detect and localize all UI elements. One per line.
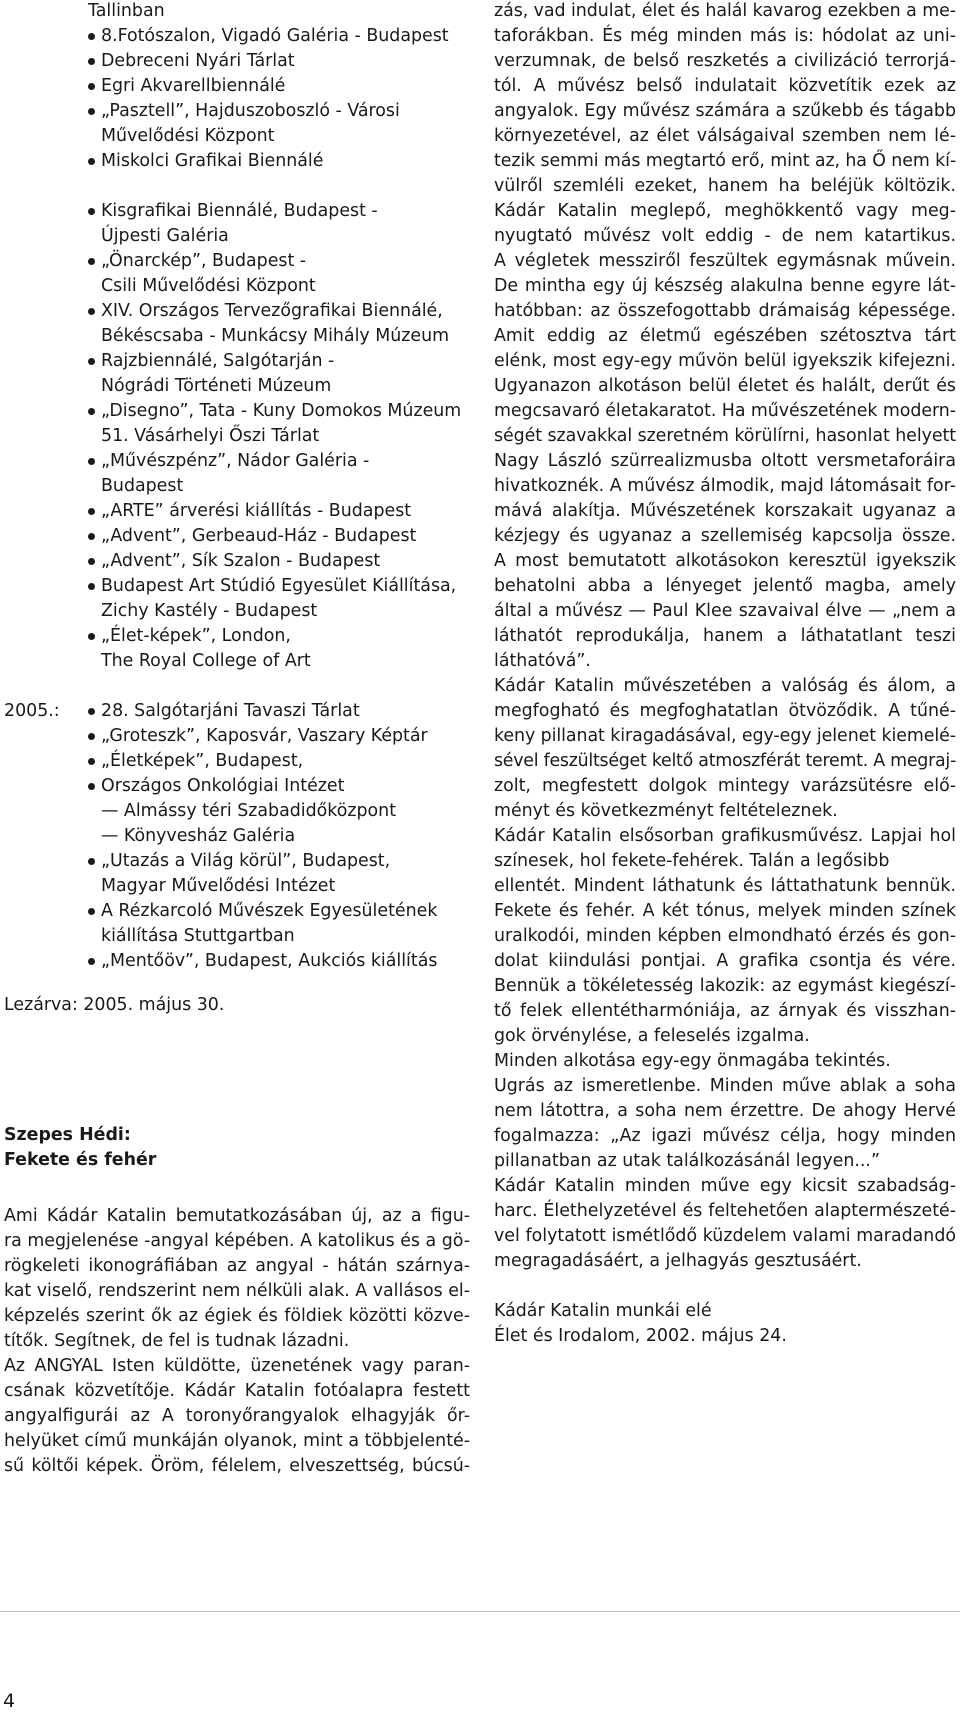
text-line: mává alakítja. Művészetének korszakait ugyanaz a xyxy=(494,501,956,521)
text-line: kiállítása Stuttgartban xyxy=(101,926,295,946)
text-line: Budapest xyxy=(101,476,184,496)
list-item: „Művészpénz”, Nádor Galéria - xyxy=(101,448,369,474)
text-line: tezik semmi más megtartó erő, mint az, ha Ő nem kí- xyxy=(494,151,956,171)
text-line: zás, vad indulat, élet és halál kavarog ezekben a me- xyxy=(494,1,956,21)
list-item: Országos Onkológiai Intézet xyxy=(101,773,344,799)
text-line: Újpesti Galéria xyxy=(101,226,229,246)
text-line: 2005.: xyxy=(4,701,60,721)
list-item: „Pasztell”, Hajduszoboszló - Városi xyxy=(101,98,400,124)
text-line: Békéscsaba - Munkácsy Mihály Múzeum xyxy=(101,326,450,346)
list-item: „ARTE” árverési kiállítás - Budapest xyxy=(101,498,411,524)
text-line: pillanatban az utak találkozásánál legyen...” xyxy=(494,1151,880,1171)
text-line: gok örvénylése, a feleselés izgalma. xyxy=(494,1026,810,1046)
page-number: 4 xyxy=(3,1690,16,1712)
text-line: uralkodói, minden képben elmondható érzés és gon- xyxy=(494,926,956,946)
text-line: Zichy Kastély - Budapest xyxy=(101,601,318,621)
list-item: 28. Salgótarjáni Tavaszi Tárlat xyxy=(101,698,360,724)
list-item: Debreceni Nyári Tárlat xyxy=(101,48,295,74)
text-line: Csili Művelődési Központ xyxy=(101,276,316,296)
text-line: sű költői képek. Öröm, félelem, elveszettség, búcsú- xyxy=(4,1456,470,1476)
text-line: hatóbban: az összefogottabb drámaiság képessége. xyxy=(494,301,956,321)
list-item: „Advent”, Gerbeaud-Ház - Budapest xyxy=(101,523,416,549)
list-item: „Mentőöv”, Budapest, Aukciós kiállítás xyxy=(101,948,437,974)
text-line: sével feszültséget keltő atmoszférát teremt. A megraj- xyxy=(494,751,956,771)
text-line: títők. Segítnek, de fel is tudnak lázadni. xyxy=(4,1331,350,1351)
text-line: Az ANGYAL Isten küldötte, üzenetének vagy paran- xyxy=(4,1356,470,1376)
list-item: „Advent”, Sík Szalon - Budapest xyxy=(101,548,380,574)
text-line: csának közvetítője. Kádár Katalin fotóalapra festett xyxy=(4,1381,470,1401)
text-line: 51. Vásárhelyi Őszi Tárlat xyxy=(101,426,320,446)
list-item: A Rézkarcoló Művészek Egyesületének xyxy=(101,898,437,924)
text-line: ségét szavakkal szeretném körülírni, hasonlat helyett xyxy=(494,426,956,446)
text-line: behatolni abba a lényeget jelentő magba, amely xyxy=(494,576,956,596)
text-line: Fekete és fehér xyxy=(4,1150,157,1170)
text-line: által a művész — Paul Klee szavaival élve — „nem a xyxy=(494,601,956,621)
list-item: „Groteszk”, Kaposvár, Vaszary Képtár xyxy=(101,723,428,749)
list-item: 8.Fotószalon, Vigadó Galéria - Budapest xyxy=(101,23,449,49)
text-line: Ugrás az ismeretlenbe. Minden műve ablak a soha xyxy=(494,1076,956,1096)
list-item: Budapest Art Stúdió Egyesület Kiállítása, xyxy=(101,573,456,599)
text-line: Szepes Hédi: xyxy=(4,1125,131,1145)
text-line: harc. Élethelyzetével és feltehetően alaptermészeté- xyxy=(494,1201,956,1221)
text-line: vülről szemléli ezeket, hanem ha beléjük költözik. xyxy=(494,176,956,196)
text-line: környezetével, az élet válságaival szemben nem lé- xyxy=(494,126,956,146)
footer-divider xyxy=(0,1611,960,1612)
text-line: Tallinban xyxy=(88,1,165,21)
text-line: angyalok. Egy művész számára a szűkebb és tágabb xyxy=(494,101,956,121)
text-line: — Könyvesház Galéria xyxy=(101,826,296,846)
text-line: dolat kiindulási pontjai. A grafika csontja és vére. xyxy=(494,951,956,971)
text-line: nyugtató művész volt eddig - de nem katartikus. xyxy=(494,226,956,246)
text-line: színesek, hol fekete-fehérek. Talán a legősibb xyxy=(494,851,890,871)
list-item: Miskolci Grafikai Biennálé xyxy=(101,148,323,174)
text-line: Kádár Katalin művészetében a valóság és álom, a xyxy=(494,676,956,696)
text-line: láthatóvá”. xyxy=(494,651,591,671)
text-line: A végletek messziről feszültek egymásnak művein. xyxy=(494,251,956,271)
text-line: — Almássy téri Szabadidőközpont xyxy=(101,801,397,821)
text-line: ellentét. Mindent láthatunk és láttathatunk bennük. xyxy=(494,876,956,896)
list-item: „Önarckép”, Budapest - xyxy=(101,248,306,274)
text-line: helyüket című munkáján olyanok, mint a többjelenté- xyxy=(4,1431,470,1451)
text-line: megragadásáért, a jelhagyás gesztusáért. xyxy=(494,1251,862,1271)
text-line: The Royal College of Art xyxy=(101,651,311,671)
text-line: ra megjelenése -angyal képében. A katolikus és a gö- xyxy=(4,1231,470,1251)
text-line: Kádár Katalin minden műve egy kicsit szabadság- xyxy=(494,1176,956,1196)
list-item: XIV. Országos Tervezőgrafikai Biennálé, xyxy=(101,298,443,324)
text-line: fogalmazza: „Az igazi művész célja, hogy minden xyxy=(494,1126,956,1146)
text-line: verzumnak, de belső reszketés a civilizáció terrorjá- xyxy=(494,51,956,71)
text-line: A most bemutatott alkotásokon keresztül igyekszik xyxy=(494,551,956,571)
list-item: „Utazás a Világ körül”, Budapest, xyxy=(101,848,390,874)
text-line: Nógrádi Történeti Múzeum xyxy=(101,376,332,396)
text-line: zolt, megfestett dolgok mintegy varázsütésre elő- xyxy=(494,776,956,796)
text-line: rögkeleti ikonográfiában az angyal - hátán szárnya- xyxy=(4,1256,470,1276)
text-line: Ugyanazon alkotáson belül életet és halált, derűt és xyxy=(494,376,956,396)
text-line: képzelés szerint ők az égiek és földiek közötti közve- xyxy=(4,1306,470,1326)
text-line: Nagy László szürrealizmusba oltott versmetaforáira xyxy=(494,451,956,471)
text-line: Lezárva: 2005. május 30. xyxy=(4,995,225,1015)
text-line: tól. A művész belső indulatait közvetítik ezek az xyxy=(494,76,956,96)
text-line: Amit eddig az életmű egészében szétosztva tárt xyxy=(494,326,956,346)
list-item: Kisgrafikai Biennálé, Budapest - xyxy=(101,198,378,224)
text-line: Magyar Művelődési Intézet xyxy=(101,876,336,896)
text-line: vel folytatott ismétlődő küzdelem valami maradandó xyxy=(494,1226,956,1246)
text-line: Művelődési Központ xyxy=(101,126,275,146)
text-line: hivatkoznék. A művész álmodik, majd látomásait for- xyxy=(494,476,956,496)
text-line: Kádár Katalin munkái elé xyxy=(494,1301,712,1321)
text-line: De mintha egy új készség alakulna benne egyre lát- xyxy=(494,276,956,296)
text-line: Kádár Katalin meglepő, meghökkentő vagy meg- xyxy=(494,201,956,221)
text-line: kat viselő, rendszerint nem nélküli alak. A vallásos el- xyxy=(4,1281,470,1301)
text-line: Élet és Irodalom, 2002. május 24. xyxy=(494,1326,787,1346)
text-line: tő felek ellentétharmóniája, az árnyak és visszhan- xyxy=(494,1001,956,1021)
text-line: Fekete és fehér. A két tónus, melyek minden színek xyxy=(494,901,956,921)
list-item: „Élet-képek”, London, xyxy=(101,623,291,649)
text-line: Minden alkotása egy-egy önmagába tekintés. xyxy=(494,1051,891,1071)
list-item: Rajzbiennálé, Salgótarján - xyxy=(101,348,334,374)
text-line: taforákban. És még minden más is: hódolat az uni- xyxy=(494,26,956,46)
text-line: kézjegy és ugyanaz a szellemiség kapcsolja össze. xyxy=(494,526,956,546)
text-line: megcsavaró életakaratot. Ha művészetének modern- xyxy=(494,401,956,421)
text-line: Ami Kádár Katalin bemutatkozásában új, az a figu- xyxy=(4,1206,470,1226)
text-line: angyalfigurái az A toronyőrangyalok elhagyják őr- xyxy=(4,1406,470,1426)
list-item: Egri Akvarellbiennálé xyxy=(101,73,285,99)
text-line: nem látottra, a soha nem érzettre. De ahogy Hervé xyxy=(494,1101,956,1121)
text-line: láthatót reprodukálja, hanem a láthatatlant teszi xyxy=(494,626,956,646)
text-line: Bennük a tökéletesség lakozik: az egymást kiegészí- xyxy=(494,976,956,996)
list-item: „Disegno”, Tata - Kuny Domokos Múzeum xyxy=(101,398,461,424)
text-line: megfogható és megfoghatatlan ötvöződik. A tűné- xyxy=(494,701,956,721)
text-line: ményt és következményt feltételeznek. xyxy=(494,801,838,821)
text-line: elénk, most egy-egy művön belül igyekszik kifejezni. xyxy=(494,351,956,371)
text-line: keny pillanat kiragadásával, egy-egy jelenet kiemelé- xyxy=(494,726,956,746)
list-item: „Életképek”, Budapest, xyxy=(101,748,303,774)
text-line: Kádár Katalin elsősorban grafikusművész. Lapjai hol xyxy=(494,826,956,846)
